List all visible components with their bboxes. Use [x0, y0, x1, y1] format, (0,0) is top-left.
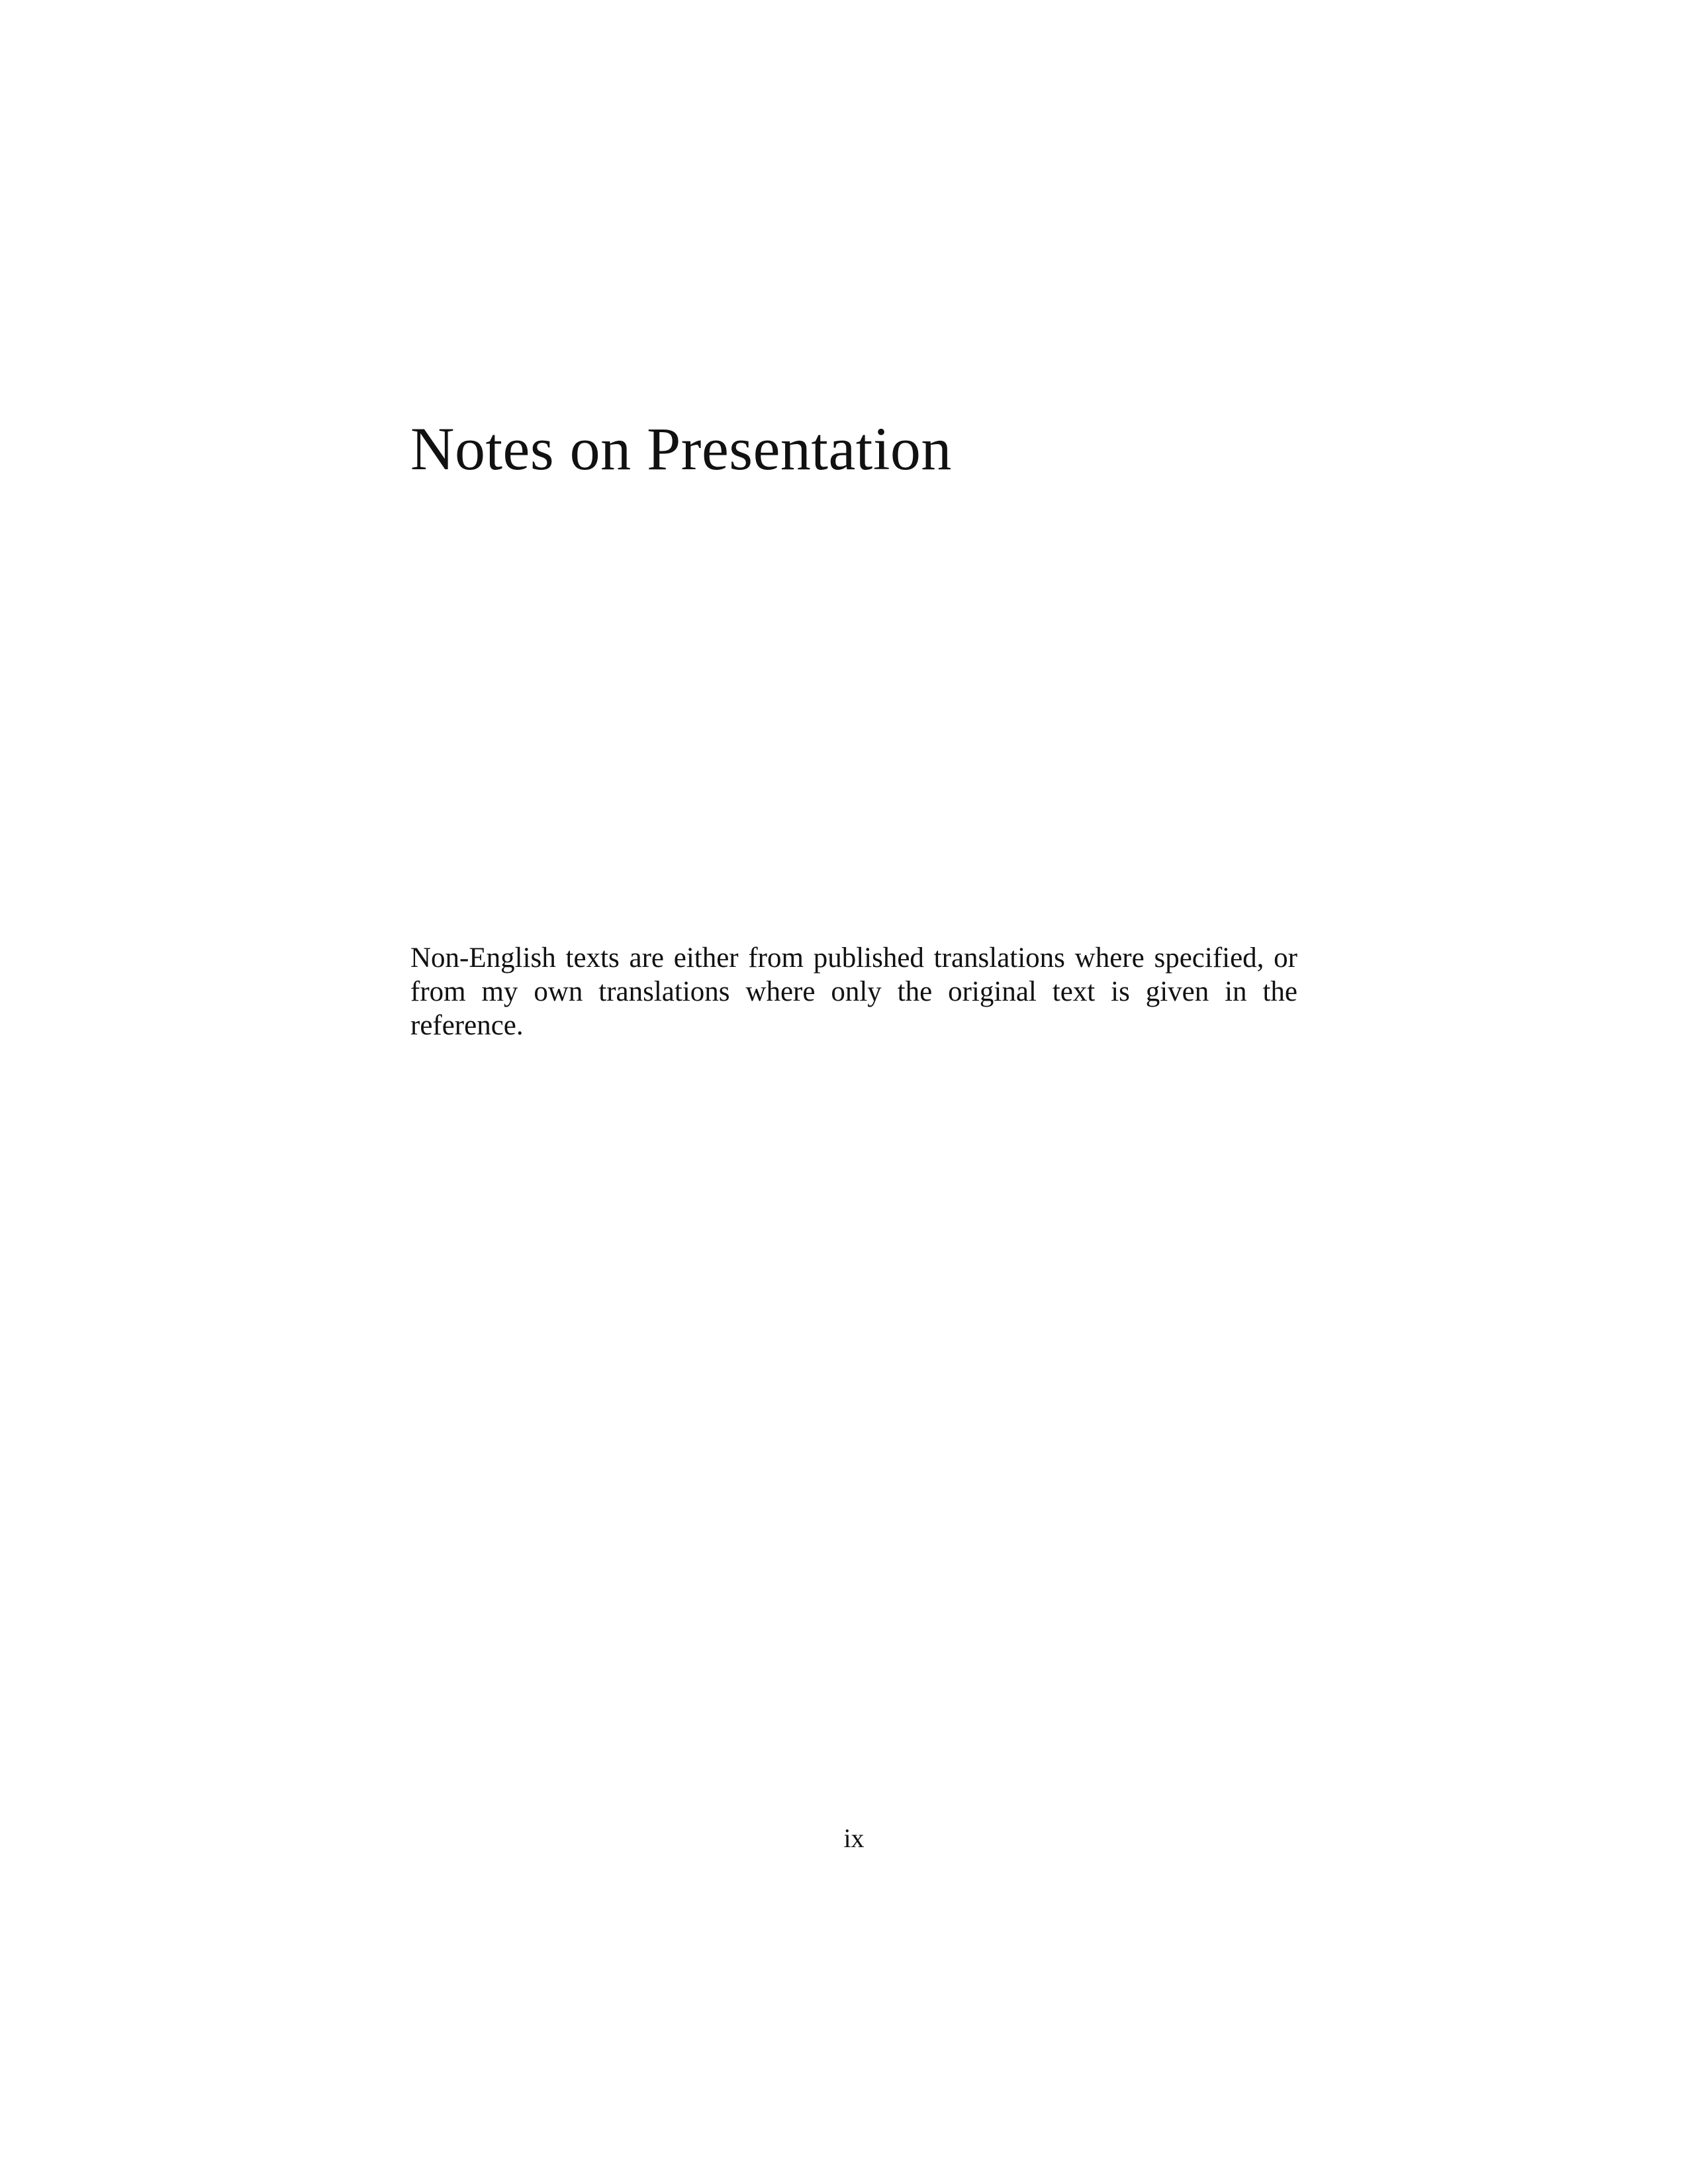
chapter-title: Notes on Presentation: [410, 415, 952, 482]
page-number: ix: [843, 1823, 865, 1853]
body-paragraph: Non-English texts are either from published translations where specified, or from my own translations where only the original text is given in the reference.: [410, 942, 1297, 1041]
